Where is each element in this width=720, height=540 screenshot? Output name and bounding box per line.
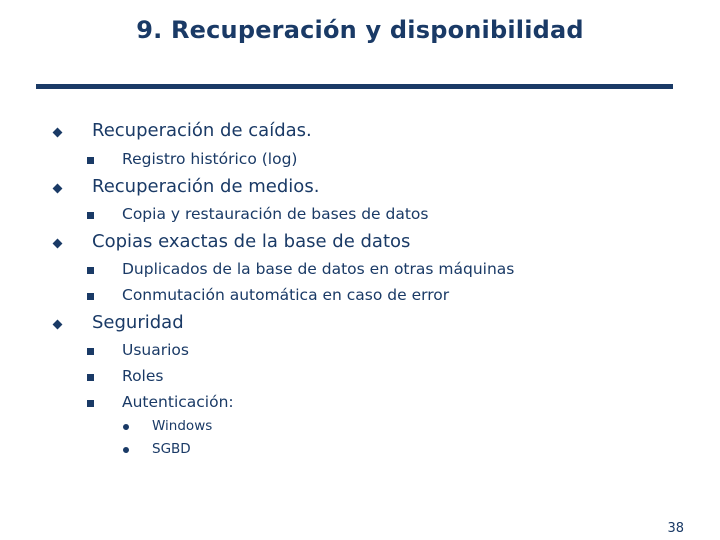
page-number: 38 xyxy=(667,521,684,536)
diamond-bullet-icon xyxy=(53,239,63,249)
subbullet-label: Conmutación automática en caso de error xyxy=(122,286,450,304)
round-bullet-icon xyxy=(123,424,129,430)
square-bullet-icon xyxy=(87,157,94,164)
subbullet-label: Usuarios xyxy=(122,341,189,359)
subbullet-label: Duplicados de la base de datos en otras máquinas xyxy=(122,260,515,278)
subbullet-label: Copia y restauración de bases de datos xyxy=(122,205,429,223)
round-bullet-icon xyxy=(123,447,129,453)
square-bullet-icon xyxy=(87,212,94,219)
diamond-bullet-icon xyxy=(53,320,63,330)
slide-title: 9. Recuperación y disponibilidad xyxy=(136,16,584,44)
subsubbullet-label: Windows xyxy=(152,418,213,434)
bullet-label: Seguridad xyxy=(92,312,184,333)
subbullet-label: Autenticación: xyxy=(122,393,234,411)
title-divider xyxy=(36,84,673,89)
square-bullet-icon xyxy=(87,348,94,355)
bullet-label: Recuperación de caídas. xyxy=(92,120,312,141)
square-bullet-icon xyxy=(87,267,94,274)
diamond-bullet-icon xyxy=(53,184,63,194)
subbullet-label: Roles xyxy=(122,367,164,385)
bullet-label: Copias exactas de la base de datos xyxy=(92,231,411,252)
subsubbullet-label: SGBD xyxy=(152,441,191,457)
square-bullet-icon xyxy=(87,293,94,300)
square-bullet-icon xyxy=(87,374,94,381)
square-bullet-icon xyxy=(87,400,94,407)
bullet-label: Recuperación de medios. xyxy=(92,176,320,197)
diamond-bullet-icon xyxy=(53,128,63,138)
subbullet-label: Registro histórico (log) xyxy=(122,150,298,168)
